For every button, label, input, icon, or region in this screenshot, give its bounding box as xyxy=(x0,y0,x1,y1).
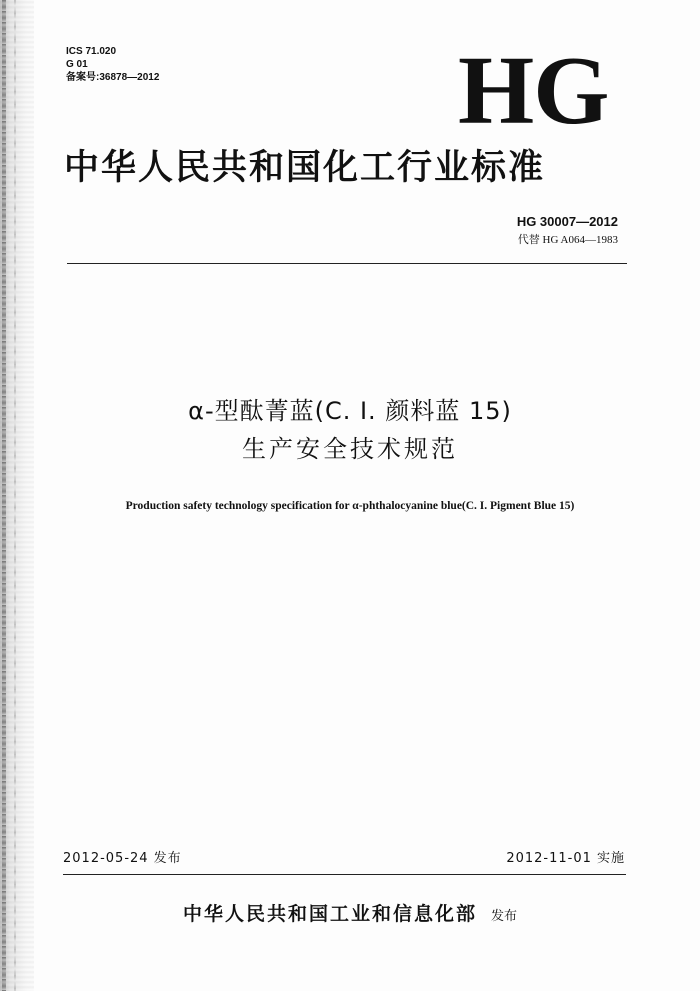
standard-number: HG 30007—2012 xyxy=(516,214,618,229)
bottom-divider xyxy=(63,874,626,875)
issuer-suffix: 发布 xyxy=(491,909,518,924)
top-divider xyxy=(67,263,627,264)
english-title: Production safety technology specification for α-phthalocyanine blue(C. I. Pigment Blue 15) xyxy=(125,500,575,512)
classification-block xyxy=(66,45,159,84)
hg-logo: HG xyxy=(458,37,609,145)
replaces-standard: 代替 HG A064—1983 xyxy=(517,234,618,246)
ics-code: ICS 71.020 xyxy=(66,46,117,57)
issue-date: 2012-05-24 发布 xyxy=(63,851,182,866)
chinese-title-line-1: α-型酞菁蓝(C. I. 颜料蓝 15) xyxy=(188,397,512,425)
issuer-line xyxy=(0,901,700,930)
issuing-authority: 中华人民共和国工业和信息化部 xyxy=(182,903,477,925)
standard-type-title: 中华人民共和国化工行业标准 xyxy=(64,148,546,188)
chinese-title-line-2: 生产安全技术规范 xyxy=(242,435,458,463)
class-code: G 01 xyxy=(66,59,88,70)
record-number: 备案号:36878—2012 xyxy=(66,72,160,83)
implementation-date: 2012-11-01 实施 xyxy=(506,851,625,866)
scan-binding-edge xyxy=(0,0,34,991)
